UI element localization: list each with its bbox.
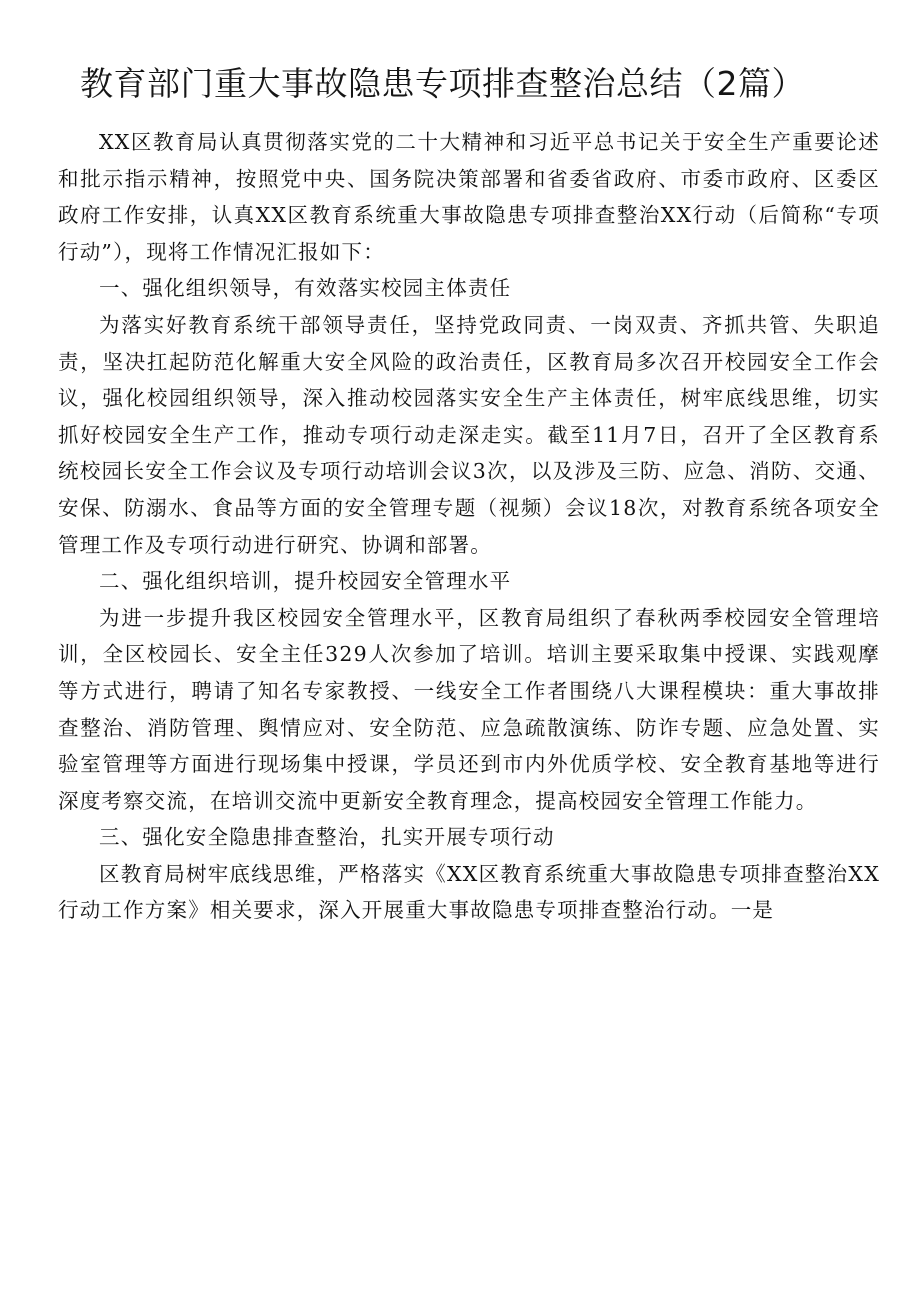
section-heading-1: 一、强化组织领导，有效落实校园主体责任 xyxy=(99,276,512,301)
section-body-1: 为落实好教育系统干部领导责任，坚持党政同责、一岗双责、齐抓共管、失职追责，坚决扛起防范化解重大安全风险的政治责任，区教育局多次召开校园安全工作会议，强化校园组织领导，深入推动校园落实安全生产主体责任，树牢底线思维，切实抓好校园安全生产工作，推动专项行动走深走实。截至11月7日，召开了全区教育系统校园长安全工作会议及专项行动培训会议3次，以及涉及三防、应急、消防、交通、安保、防溺水、食品等方面的安全管理专题（视频）会议18次，对教育系统各项安全管理工作及专项行动进行研究、协调和部署。 xyxy=(58,312,880,557)
document-body xyxy=(58,124,880,929)
section-body-3: 区教育局树牢底线思维，严格落实《XX区教育系统重大事故隐患专项排查整治XX行动工作方案》相关要求，深入开展重大事故隐患专项排查整治行动。一是 xyxy=(58,861,880,923)
section-heading-2: 二、强化组织培训，提升校园安全管理水平 xyxy=(99,569,512,594)
document-title: 教育部门重大事故隐患专项排查整治总结（2篇） xyxy=(80,64,805,103)
section-heading-3: 三、强化安全隐患排查整治，扎实开展专项行动 xyxy=(99,825,555,850)
intro-paragraph: XX区教育局认真贯彻落实党的二十大精神和习近平总书记关于安全生产重要论述和批示指示精神，按照党中央、国务院决策部署和省委省政府、市委市政府、区委区政府工作安排，认真XX区教育系统重大事故隐患专项排查整治XX行动（后简称“专项行动”），现将工作情况汇报如下： xyxy=(58,130,880,264)
section-body-2: 为进一步提升我区校园安全管理水平，区教育局组织了春秋两季校园安全管理培训，全区校园长、安全主任329人次参加了培训。培训主要采取集中授课、实践观摩等方式进行，聘请了知名专家教授、一线安全工作者围绕八大课程模块：重大事故排查整治、消防管理、舆情应对、安全防范、应急疏散演练、防诈专题、应急处置、实验室管理等方面进行现场集中授课，学员还到市内外优质学校、安全教育基地等进行深度考察交流，在培训交流中更新安全教育理念，提高校园安全管理工作能力。 xyxy=(58,605,880,813)
